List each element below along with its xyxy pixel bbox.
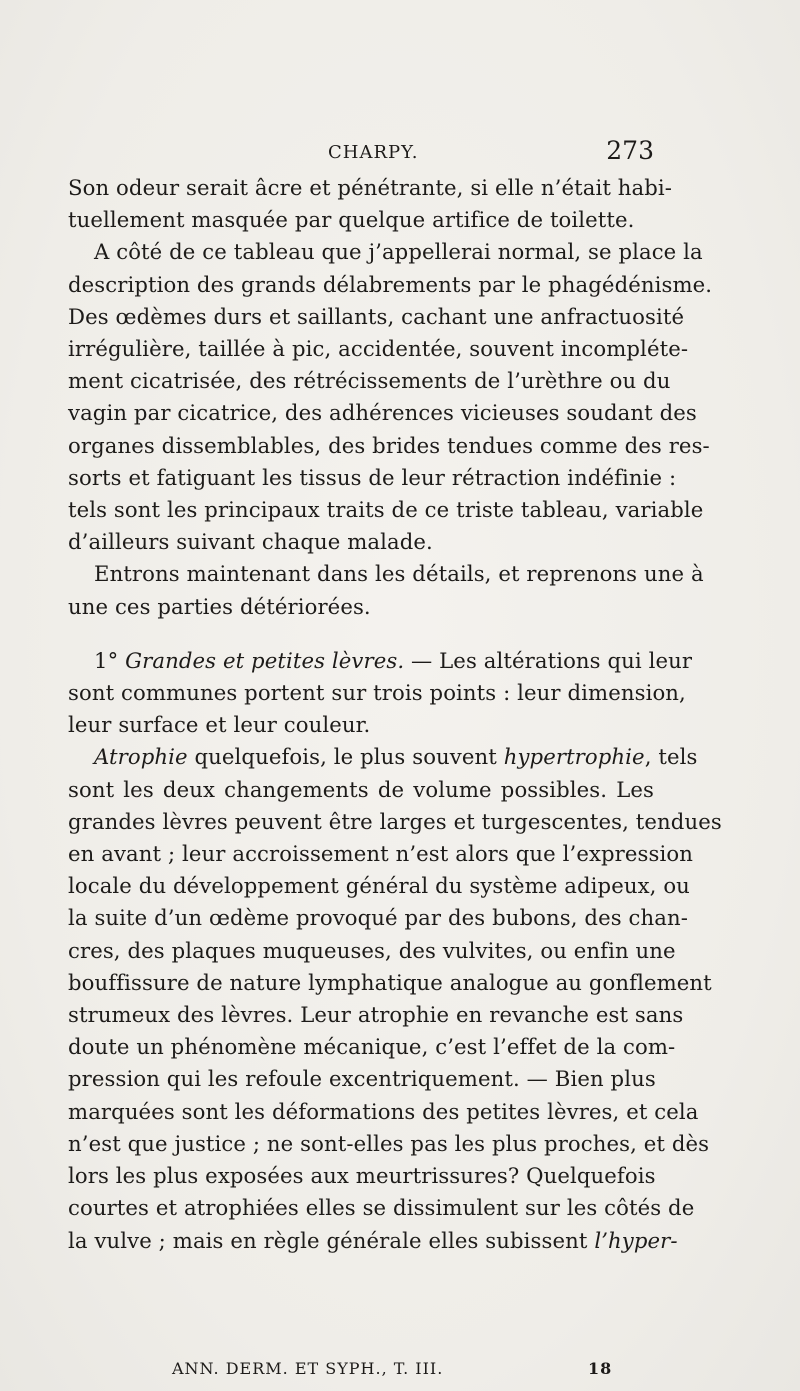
text-line: description des grands délabrements par le phagédénisme. — [68, 271, 713, 297]
text-line: tels sont les principaux traits de ce triste tableau, variable — [68, 497, 704, 523]
text-line: grandes lèvres peuvent être larges et turgescentes, tendues — [68, 808, 722, 834]
text-line: leur surface et leur couleur. — [68, 712, 371, 738]
text-line: Son odeur serait âcre et pénétrante, si elle n’était habi- — [68, 175, 673, 200]
text-line: organes dissemblables, des brides tendues comme des res- — [68, 432, 710, 458]
signature-mark: 18 — [588, 1359, 613, 1378]
text-line: marquées sont les déformations des petites lèvres, et cela — [68, 1098, 699, 1124]
running-head: CHARPY. — [328, 142, 419, 163]
text-line: d’ailleurs suivant chaque malade. — [68, 529, 433, 555]
paragraph-first-line — [68, 741, 698, 773]
text-line: vagin par cicatrice, des adhérences vicieuses soudant des — [68, 400, 697, 426]
text-line: courtes et atrophiées elles se dissimulent sur les côtés de — [68, 1195, 695, 1221]
text-line: Des œdèmes durs et saillants, cachant une anfractuosité — [68, 303, 685, 329]
text-line: ment cicatrisée, des rétrécissements de l’urèthre ou du — [68, 368, 671, 394]
text-run: , tels — [644, 744, 698, 770]
text-line: bouffissure de nature lymphatique analogue au gonflement — [68, 969, 712, 995]
term-atrophie: Atrophie — [94, 744, 188, 770]
body-text — [68, 172, 722, 1257]
text-line: tuellement masquée par quelque artifice de toilette. — [68, 207, 635, 233]
section-number: 1° — [94, 647, 119, 673]
text-line: n’est que justice ; ne sont-elles pas les plus proches, et dès — [68, 1130, 710, 1156]
term-hypertrophie: hypertrophie — [503, 744, 645, 770]
text-line: A côté de ce tableau que j’appellerai normal, se place la — [94, 239, 703, 265]
text-line: pression qui les refoule excentriquement. — Bien plus — [68, 1066, 656, 1092]
text-line: sont les deux changements de volume possibles. Les — [68, 776, 654, 802]
page-number: 273 — [606, 136, 654, 165]
text-line: la suite d’un œdème provoqué par des bubons, des chan- — [68, 905, 688, 931]
page-footer — [68, 1359, 654, 1383]
text-line: une ces parties détériorées. — [68, 593, 371, 619]
text-line: irrégulière, taillée à pic, accidentée, souvent incompléte- — [68, 336, 689, 362]
section-heading-line — [68, 645, 693, 677]
paragraph-last-line — [68, 1225, 678, 1257]
text-line: locale du développement général du système adipeux, ou — [68, 873, 690, 899]
text-line: sorts et fatiguant les tissus de leur rétraction indéfinie : — [68, 464, 677, 490]
journal-citation: ANN. DERM. ET SYPH., T. III. — [172, 1359, 444, 1378]
section-title: Grandes et petites lèvres. — [125, 647, 405, 673]
text-line: lors les plus exposées aux meurtrissures? Quelquefois — [68, 1163, 656, 1189]
text-line: Entrons maintenant dans les détails, et reprenons une à — [94, 561, 704, 587]
text-line: strumeux des lèvres. Leur atrophie en revanche est sans — [68, 1002, 684, 1028]
text-line: en avant ; leur accroissement n’est alors que l’expression — [68, 841, 693, 867]
text-line: doute un phénomène mécanique, c’est l’effet de la com- — [68, 1034, 676, 1060]
page-header — [68, 136, 654, 168]
text-line: cres, des plaques muqueuses, des vulvites, ou enfin une — [68, 937, 676, 963]
text-run: la vulve ; mais en règle générale elles subissent — [68, 1227, 588, 1253]
section-first-line-rest: — Les altérations qui leur — [411, 647, 693, 673]
text-run: quelquefois, le plus souvent — [194, 744, 497, 770]
term-hyper: l’hyper- — [594, 1227, 678, 1253]
text-line: sont communes portent sur trois points : leur dimension, — [68, 680, 686, 706]
